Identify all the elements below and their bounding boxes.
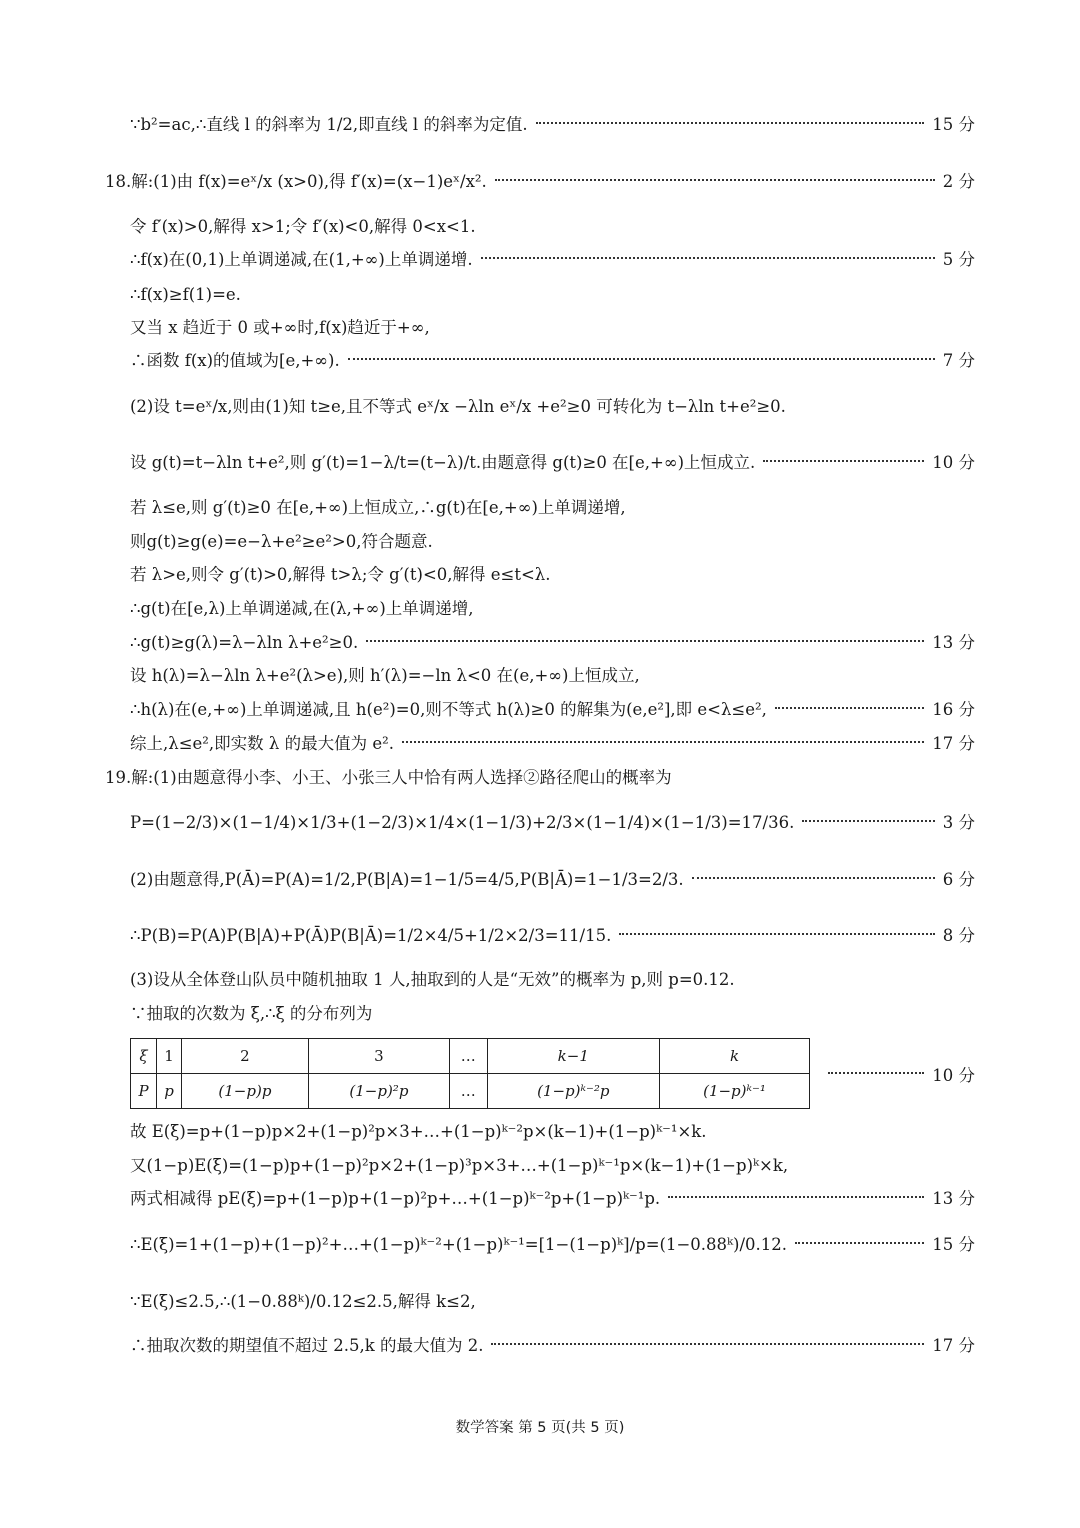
line-27: ∵E(ξ)≤2.5,∴(1−0.88ᵏ)/0.12≤2.5,解得 k≤2,: [130, 1292, 476, 1311]
table-score: 10 分: [820, 1062, 975, 1086]
leader-dots: [495, 179, 935, 181]
line-19: (2)由题意得,P(Ā)=P(A)=1/2,P(B|A)=1−1/5=4/5,P(B|Ā)=1−1/3=2/3. 6 分: [130, 870, 975, 889]
line-23: 故 E(ξ)=p+(1−p)p×2+(1−p)²p×3+…+(1−p)ᵏ⁻²p×(k−1)+(1−p)ᵏ⁻¹×k.: [130, 1122, 707, 1141]
table-cell: 1: [157, 1039, 182, 1074]
line-18: P=(1−2/3)×(1−1/4)×1/3+(1−2/3)×1/4×(1−1/3)+2/3×(1−1/4)×(1−1/3)=17/36. 3 分: [130, 813, 975, 832]
table-cell: ξ: [131, 1039, 157, 1074]
leader-dots: [668, 1196, 924, 1198]
line-0: ∵b²=ac,∴直线 l 的斜率为 1/2,即直线 l 的斜率为定值. 15 分: [130, 115, 975, 134]
line-25: 两式相减得 pE(ξ)=p+(1−p)p+(1−p)²p+…+(1−p)ᵏ⁻²p+(1−p)ᵏ⁻¹p. 13 分: [130, 1189, 975, 1208]
line-2: 令 f′(x)>0,解得 x>1;令 f′(x)<0,解得 0<x<1.: [130, 217, 476, 236]
leader-dots: [795, 1242, 924, 1244]
line-6: ∴函数 f(x)的值域为[e,+∞). 7 分: [130, 351, 975, 370]
table-cell: …: [449, 1039, 487, 1074]
leader-dots: [763, 460, 924, 462]
line-26: ∴E(ξ)=1+(1−p)+(1−p)²+…+(1−p)ᵏ⁻²+(1−p)ᵏ⁻¹=[1−(1−p)ᵏ]/p=(1−0.88ᵏ)/0.12. 15 分: [130, 1235, 975, 1254]
page-footer: 数学答案 第 5 页(共 5 页): [455, 1420, 625, 1436]
line-13: ∴g(t)≥g(λ)=λ−λln λ+e²≥0. 13 分: [130, 633, 975, 652]
leader-dots: [802, 820, 934, 822]
line-20: ∴P(B)=P(A)P(B|A)+P(Ā)P(B|Ā)=1/2×4/5+1/2×2/3=11/15. 8 分: [130, 926, 975, 945]
line-24: 又(1−p)E(ξ)=(1−p)p+(1−p)²p×2+(1−p)³p×3+…+(1−p)ᵏ⁻¹p×(k−1)+(1−p)ᵏ×k,: [130, 1156, 789, 1175]
table-cell: …: [449, 1074, 487, 1109]
line-8: 设 g(t)=t−λln t+e²,则 g′(t)=1−λ/t=(t−λ)/t.由题意得 g(t)≥0 在[e,+∞)上恒成立. 10 分: [130, 453, 975, 472]
table-cell: (1−p)²p: [308, 1074, 449, 1109]
table-cell: k: [660, 1039, 810, 1074]
line-1: 18.解:(1)由 f(x)=eˣ/x (x>0),得 f′(x)=(x−1)eˣ/x². 2 分: [105, 172, 975, 191]
leader-dots: [619, 933, 934, 935]
leader-dots: [348, 358, 935, 360]
leader-dots: [402, 741, 924, 743]
leader-dots: [775, 707, 924, 709]
distribution-table: [130, 1038, 810, 1109]
leader-dots: [536, 122, 925, 124]
table-cell: (1−p)p: [181, 1074, 308, 1109]
table-cell: 2: [181, 1039, 308, 1074]
table-row: [131, 1039, 810, 1074]
leader-dots: [366, 640, 924, 642]
line-4: ∴f(x)≥f(1)=e.: [130, 285, 241, 304]
line-21: (3)设从全体登山队员中随机抽取 1 人,抽取到的人是“无效”的概率为 p,则 p=0.12.: [130, 970, 735, 989]
line-22: ∵抽取的次数为 ξ,∴ξ 的分布列为: [130, 1004, 373, 1023]
line-16: 综上,λ≤e²,即实数 λ 的最大值为 e². 17 分: [130, 734, 975, 753]
table-cell: p: [157, 1074, 182, 1109]
line-14: 设 h(λ)=λ−λln λ+e²(λ>e),则 h′(λ)=−ln λ<0 在(e,+∞)上恒成立,: [130, 666, 640, 685]
table-cell: (1−p)ᵏ⁻²p: [487, 1074, 659, 1109]
leader-dots: [692, 877, 935, 879]
line-5: 又当 x 趋近于 0 或+∞时,f(x)趋近于+∞,: [130, 318, 430, 337]
line-15: ∴h(λ)在(e,+∞)上单调递减,且 h(e²)=0,则不等式 h(λ)≥0 的解集为(e,e²],即 e<λ≤e², 16 分: [130, 700, 975, 719]
line-28: ∴抽取次数的期望值不超过 2.5,k 的最大值为 2. 17 分: [130, 1336, 975, 1355]
leader-dots: [828, 1072, 924, 1074]
leader-dots: [481, 257, 935, 259]
line-12: ∴g(t)在[e,λ)上单调递减,在(λ,+∞)上单调递增,: [130, 599, 474, 618]
line-7: (2)设 t=eˣ/x,则由(1)知 t≥e,且不等式 eˣ/x −λln eˣ/x +e²≥0 可转化为 t−λln t+e²≥0.: [130, 397, 786, 416]
line-11: 若 λ>e,则令 g′(t)>0,解得 t>λ;令 g′(t)<0,解得 e≤t<λ.: [130, 565, 551, 584]
line-17: 19.解:(1)由题意得小李、小王、小张三人中恰有两人选择②路径爬山的概率为: [105, 768, 672, 787]
leader-dots: [491, 1343, 924, 1345]
table-cell: k−1: [487, 1039, 659, 1074]
line-3: ∴f(x)在(0,1)上单调递减,在(1,+∞)上单调递增. 5 分: [130, 250, 975, 269]
line-10: 则g(t)≥g(e)=e−λ+e²≥e²>0,符合题意.: [130, 532, 433, 551]
table-row: [131, 1074, 810, 1109]
table-cell: P: [131, 1074, 157, 1109]
line-9: 若 λ≤e,则 g′(t)≥0 在[e,+∞)上恒成立,∴g(t)在[e,+∞)上单调递增,: [130, 498, 626, 517]
table-cell: 3: [308, 1039, 449, 1074]
table-cell: (1−p)ᵏ⁻¹: [660, 1074, 810, 1109]
